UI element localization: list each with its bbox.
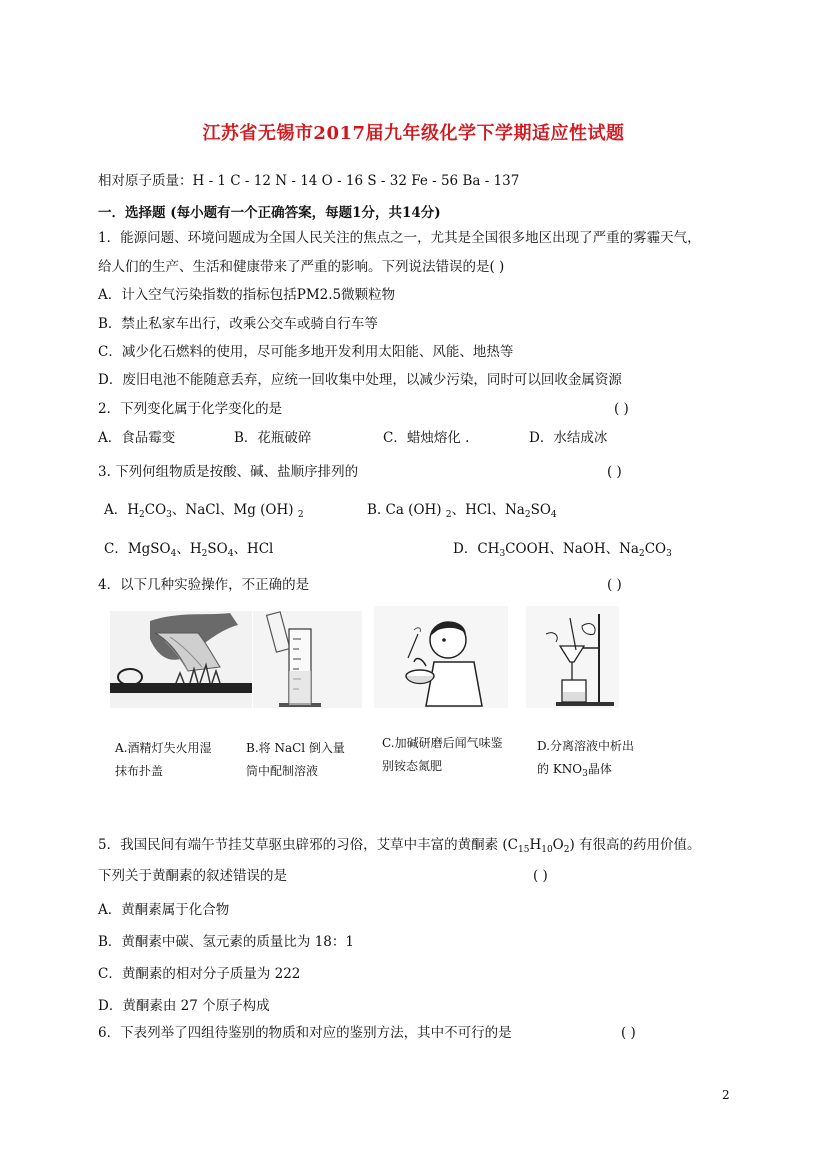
q4-caption-a-line1: A.酒精灯失火用湿: [115, 741, 212, 755]
q5-stem-line1: 5．我国民间有端午节挂艾草驱虫辟邪的习俗，艾草中丰富的黄酮素 $(C_{15}H_{10}O_2)$ 有很高的药用价值。: [98, 837, 701, 855]
q6-answer-paren: ( ): [621, 1025, 636, 1041]
filtration-setup-illustration: [526, 606, 619, 708]
page-number: 2: [722, 1088, 730, 1102]
q4-answer-paren: ( ): [607, 577, 622, 593]
q4-caption-a-line2: 抹布扑盖: [115, 764, 164, 778]
q1-option-a: A．计入空气污染指数的指标包括PM2.5微颗粒物: [98, 287, 396, 303]
q2-option-a: A．食品霉变: [98, 430, 176, 446]
page-title: 江苏省无锡市2017届九年级化学下学期适应性试题: [202, 123, 625, 144]
q4-caption-b-line1: B.将 NaCl 倒入量: [246, 741, 345, 755]
q5-stem-line2: 下列关于黄酮素的叙述错误的是: [98, 868, 287, 884]
q5-option-d: D．黄酮素由 27 个原子构成: [98, 998, 270, 1014]
q4-stem: 4．以下几种实验操作，不正确的是: [98, 577, 310, 593]
q4-caption-c-line1: C.加碱研磨后闻气味鉴: [382, 736, 503, 750]
q5-option-b: B．黄酮素中碳、氢元素的质量比为 18：1: [98, 934, 354, 950]
q4-caption-d-line2: 的 $KNO_3$晶体: [537, 762, 612, 779]
q5-option-a: A．黄酮素属于化合物: [98, 902, 230, 918]
q3-stem: 3. 下列何组物质是按酸、碱、盐顺序排列的: [98, 464, 359, 480]
boy-smelling-mortar-illustration: [374, 606, 508, 708]
q2-answer-paren: ( ): [614, 401, 629, 417]
q5-answer-paren: ( ): [533, 868, 548, 884]
q1-option-d: D．废旧电池不能随意丢弃，应统一回收集中处理，以减少污染，同时可以回收金属资源: [98, 372, 622, 388]
q6-stem: 6．下表列举了四组待鉴别的物质和对应的鉴别方法，其中不可行的是: [98, 1025, 512, 1041]
section-heading: 一．选择题 (每小题有一个正确答案，每题1分，共14分): [98, 205, 441, 221]
q3-answer-paren: ( ): [607, 464, 622, 480]
q3-option-d: D．$CH_3COOH$、NaOH、$Na_2CO_3$: [453, 541, 672, 559]
q4-caption-d-line1: D.分离溶液中析出: [537, 739, 635, 753]
q3-option-a: A．$H_2CO_3$、NaCl、Mg (OH) $_2$: [104, 502, 304, 520]
q3-option-c: C．MgSO$_4$、$H_2SO_4$、HCl: [104, 541, 274, 559]
alcohol-lamp-fire-illustration: [110, 611, 252, 708]
q1-stem-line1: 1．能源问题、环境问题成为全国人民关注的焦点之一，尤其是全国很多地区出现了严重的雾霾天气，: [98, 230, 701, 246]
atomic-masses: 相对原子质量：H - 1 C - 12 N - 14 O - 16 S - 32 Fe - 56 Ba - 137: [98, 173, 520, 189]
q1-stem-line2: 给人们的生产、生活和健康带来了严重的影响。下列说法错误的是( ): [98, 259, 505, 275]
q2-option-c: C．蜡烛熔化 .: [383, 430, 470, 446]
q4-caption-b-line2: 筒中配制溶液: [246, 764, 319, 778]
q4-caption-c-line2: 别铵态氮肥: [382, 759, 443, 773]
graduated-cylinder-illustration: [253, 611, 362, 708]
q3-option-b: B. Ca (OH) $_2$、HCl、$Na_2SO_4$: [367, 502, 557, 520]
q2-option-d: D．水结成冰: [529, 430, 608, 446]
q5-option-c: C．黄酮素的相对分子质量为 222: [98, 966, 301, 982]
q1-option-b: B．禁止私家车出行，改乘公交车或骑自行车等: [98, 316, 378, 332]
q1-option-c: C．减少化石燃料的使用，尽可能多地开发利用太阳能、风能、地热等: [98, 344, 514, 360]
q2-stem: 2．下列变化属于化学变化的是: [98, 401, 283, 417]
q2-option-b: B．花瓶破碎: [234, 430, 312, 446]
